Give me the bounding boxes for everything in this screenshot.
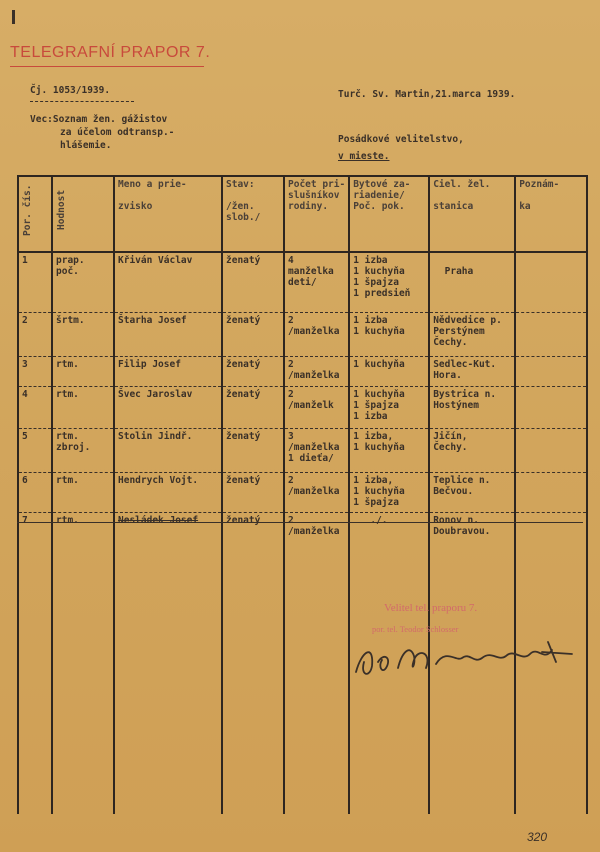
cell-status: ženatý — [222, 386, 284, 428]
cell-family: 4 manželka deti/ — [284, 252, 349, 312]
personnel-table — [17, 175, 588, 814]
cell-station: Ronov n. Doubravou. — [429, 512, 515, 814]
row-divider — [17, 522, 583, 523]
corner-mark — [12, 10, 15, 24]
cell-status: ženatý — [222, 512, 284, 814]
cell-status: ženatý — [222, 252, 284, 312]
cell-rank: rtm. — [52, 472, 114, 512]
addressee-line-2: v mieste. — [338, 151, 390, 162]
column-header-number: Por. čís. — [18, 176, 52, 252]
cell-name: Křiván Václav — [114, 252, 222, 312]
cell-number: 2 — [18, 312, 52, 356]
cell-housing: 1 izba, 1 kuchyňa 1 špajza — [349, 472, 429, 512]
cell-number: 5 — [18, 428, 52, 472]
table-row — [18, 386, 587, 428]
cell-number: 1 — [18, 252, 52, 312]
cell-number: 4 — [18, 386, 52, 428]
cell-housing: 1 izba, 1 kuchyňa — [349, 428, 429, 472]
cell-rank: rtm. — [52, 512, 114, 814]
table-row — [18, 428, 587, 472]
cell-name: Švec Jaroslav — [114, 386, 222, 428]
cell-rank: prap. poč. — [52, 252, 114, 312]
cell-station: Teplice n. Bečvou. — [429, 472, 515, 512]
cell-name: Nesládek Josef — [114, 512, 222, 814]
cell-rank: rtm. zbroj. — [52, 428, 114, 472]
table-row — [18, 252, 587, 312]
cell-housing: 1 kuchyňa 1 špajza 1 izba — [349, 386, 429, 428]
cell-status: ženatý — [222, 312, 284, 356]
cell-family: 2 /manželka — [284, 512, 349, 814]
column-header-housing: Bytové za- riadenie/ Poč. pok. — [349, 176, 429, 252]
cell-status: ženatý — [222, 472, 284, 512]
unit-stamp: TELEGRAFNÍ PRAPOR 7. — [10, 44, 211, 61]
column-header-name: Meno a prie- zvisko — [114, 176, 222, 252]
reference-number: Čj. 1053/1939. — [30, 85, 111, 96]
column-header-status: Stav: /žen. slob./ — [222, 176, 284, 252]
column-header-rank: Hodnost — [52, 176, 114, 252]
cell-note — [515, 386, 587, 428]
cell-name: Stolin Jindř. — [114, 428, 222, 472]
cell-number: 6 — [18, 472, 52, 512]
cell-rank: šrtm. — [52, 312, 114, 356]
cell-name: Hendrych Vojt. — [114, 472, 222, 512]
table-row — [18, 472, 587, 512]
page-number: 320 — [527, 830, 548, 844]
cell-rank: rtm. — [52, 386, 114, 428]
cell-note — [515, 252, 587, 312]
table-row — [18, 312, 587, 356]
column-header-family: Počet pri- slušníkov rodiny. — [284, 176, 349, 252]
table-header-row — [18, 176, 587, 252]
handwritten-signature — [352, 632, 577, 682]
cell-status: ženatý — [222, 356, 284, 386]
cell-number: 7 — [18, 512, 52, 814]
addressee-line-1: Posádkové velitelstvo, — [338, 134, 464, 145]
subject-line-3: hlášemie. — [60, 140, 112, 151]
cell-status: ženatý — [222, 428, 284, 472]
cell-note — [515, 472, 587, 512]
cell-family: 2 /manželka — [284, 312, 349, 356]
subject-line-1: Vec:Soznam žen. gážistov — [30, 114, 168, 125]
subject-line-2: za účelom odtransp.- — [60, 127, 175, 138]
column-header-note: Poznám- ka — [515, 176, 587, 252]
cell-station: Bystrica n. Hostýnem — [429, 386, 515, 428]
cell-housing: 1 kuchyňa — [349, 356, 429, 386]
cell-family: 2 /manželk — [284, 386, 349, 428]
table-row — [18, 356, 587, 386]
cell-station: Jičín, Čechy. — [429, 428, 515, 472]
cell-family: 3 /manželka 1 dieťa/ — [284, 428, 349, 472]
reference-underline — [30, 101, 134, 102]
cell-family: 2 /manželka — [284, 356, 349, 386]
cell-number: 3 — [18, 356, 52, 386]
commander-stamp-line-2: por. tel. Teodor Schlosser — [372, 624, 459, 634]
commander-stamp-line-1: Velitel tel. praporu 7. — [384, 602, 478, 614]
cell-name: Štarha Josef — [114, 312, 222, 356]
column-header-station: Ciel. žel. stanica — [429, 176, 515, 252]
cell-housing: 1 izba 1 kuchyňa 1 špajza 1 predsieň — [349, 252, 429, 312]
cell-station: Nědvedice p. Perstýnem Čechy. — [429, 312, 515, 356]
cell-station: Praha — [429, 252, 515, 312]
cell-name: Filip Josef — [114, 356, 222, 386]
place-date: Turč. Sv. Martin,21.marca 1939. — [338, 89, 516, 100]
cell-note — [515, 428, 587, 472]
cell-housing: 1 izba 1 kuchyňa — [349, 312, 429, 356]
cell-station: Sedlec-Kut. Hora. — [429, 356, 515, 386]
cell-housing: ./. — [349, 512, 429, 814]
cell-family: 2 /manželka — [284, 472, 349, 512]
cell-note — [515, 312, 587, 356]
cell-note — [515, 356, 587, 386]
cell-rank: rtm. — [52, 356, 114, 386]
